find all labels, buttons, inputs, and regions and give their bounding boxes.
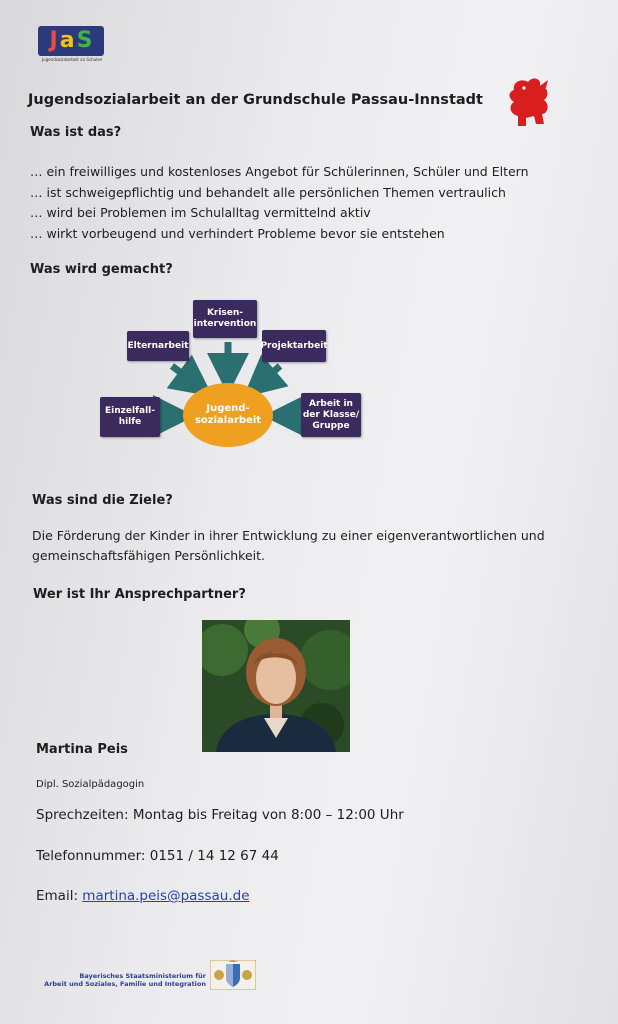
goals-text: Die Förderung der Kinder in ihrer Entwicklung zu einer eigenverantwortlichen und gemeinschaftsfähigen Persönlichkeit.: [32, 528, 545, 563]
jas-letter-j: J: [49, 28, 58, 53]
diagram-center: Jugend- sozialarbeit: [183, 383, 273, 447]
diagram-box-eltern: Elternarbeit: [127, 331, 189, 361]
what-line: … wirkt vorbeugend und verhindert Probleme bevor sie entstehen: [30, 225, 445, 241]
ministry-line: Bayerisches Staatsministerium für: [79, 972, 206, 980]
contact-name: Martina Peis: [36, 742, 128, 757]
contact-phone: Telefonnummer: 0151 / 14 12 67 44: [36, 848, 279, 864]
diagram-box-einzel: Einzelfall- hilfe: [100, 397, 160, 437]
what-line: … ist schweigepflichtig und behandelt alle persönlichen Themen vertraulich: [30, 184, 506, 200]
ministry-name: [36, 972, 206, 988]
diagram-box-klasse: Arbeit in der Klasse/ Gruppe: [301, 393, 361, 437]
contact-email-label: Email:: [36, 888, 83, 904]
contact-hours: Sprechzeiten: Montag bis Freitag von 8:00 – 12:00 Uhr: [36, 807, 404, 823]
jas-logo: [38, 26, 104, 70]
section-heading-done: Was wird gemacht?: [30, 262, 173, 277]
what-line: … ein freiwilliges und kostenloses Angebot für Schülerinnen, Schüler und Eltern: [30, 164, 529, 179]
arrow-eltern: [172, 366, 196, 384]
ministry-line: Arbeit und Soziales, Familie und Integration: [44, 980, 206, 988]
contact-role: Dipl. Sozialpädagogin: [36, 779, 145, 790]
diagram-box-krisen: Krisen- intervention: [193, 300, 257, 338]
bavarian-crest-icon: [210, 960, 256, 990]
jas-letter-s: S: [76, 28, 93, 53]
jas-logo-letters: [38, 26, 104, 56]
contact-photo: [202, 620, 350, 752]
contact-email-link[interactable]: martina.peis@passau.de: [82, 888, 250, 904]
section-heading-what: Was ist das?: [30, 125, 122, 140]
jas-letter-a: a: [59, 28, 75, 53]
contact-email-row: [36, 888, 250, 904]
arrow-projekt: [259, 366, 280, 384]
red-lion-icon: [504, 74, 554, 130]
section-heading-goals: Was sind die Ziele?: [32, 493, 173, 508]
jas-logo-subtitle: Jugendsozialarbeit an Schulen: [42, 57, 103, 62]
what-line: … wird bei Problemen im Schulalltag vermittelnd aktiv: [30, 205, 371, 220]
section-heading-contact: Wer ist Ihr Ansprechpartner?: [33, 587, 246, 602]
diagram-box-projekt: Projektarbeit: [262, 330, 326, 362]
what-list: [30, 162, 529, 244]
page-title: Jugendsozialarbeit an der Grundschule Passau-Innstadt: [28, 92, 483, 108]
